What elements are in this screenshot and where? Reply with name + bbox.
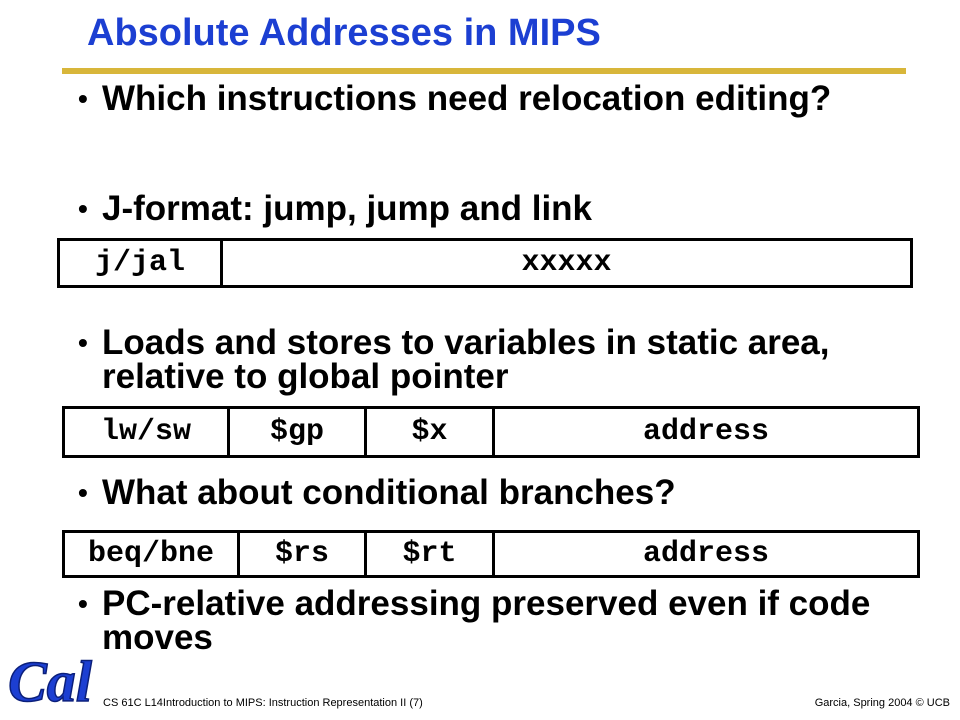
field-rs: $gp — [227, 409, 364, 455]
bullet-dot: • — [78, 193, 88, 224]
i-format-branch-diagram — [62, 530, 920, 578]
bullet-j-format — [78, 189, 928, 228]
bullet-dot: • — [78, 327, 88, 358]
field-opcode: j/jal — [94, 246, 185, 280]
footer-author-info: Garcia, Spring 2004 © UCB — [814, 697, 950, 709]
cal-logo-text: Cal — [8, 649, 92, 713]
bullet-dot: • — [78, 588, 88, 619]
bullet-text: Which instructions need relocation editing? — [102, 79, 832, 118]
bullet-dot: • — [78, 83, 88, 114]
slide-title: Absolute Addresses in MIPS — [87, 12, 601, 54]
footer-course-info: CS 61C L14Introduction to MIPS: Instruction Representation II (7) — [103, 697, 423, 709]
field-rt: $rt — [364, 533, 492, 575]
bullet-text: PC-relative addressing preserved even if code moves — [102, 584, 871, 657]
j-format-diagram — [57, 238, 913, 288]
bullet-pc-relative — [78, 584, 928, 657]
field-address: address — [492, 409, 917, 455]
bullet-loads-stores — [78, 323, 928, 396]
i-format-loadstore-diagram — [62, 406, 920, 458]
bullet-dot: • — [78, 477, 88, 508]
field-rs: $rs — [237, 533, 364, 575]
cal-logo — [4, 645, 96, 713]
field-opcode: lw/sw — [100, 415, 191, 449]
title-underline — [62, 68, 906, 74]
bullet-relocation-question — [78, 79, 928, 118]
field-address: address — [492, 533, 917, 575]
field-target: xxxxx — [220, 241, 910, 285]
bullet-text: Loads and stores to variables in static area, relative to global pointer — [102, 323, 830, 396]
bullet-text: J-format: jump, jump and link — [102, 189, 593, 228]
field-rt: $x — [364, 409, 492, 455]
bullet-text: What about conditional branches? — [102, 473, 676, 512]
bullet-conditional-branches — [78, 473, 928, 512]
field-opcode: beq/bne — [87, 537, 215, 571]
